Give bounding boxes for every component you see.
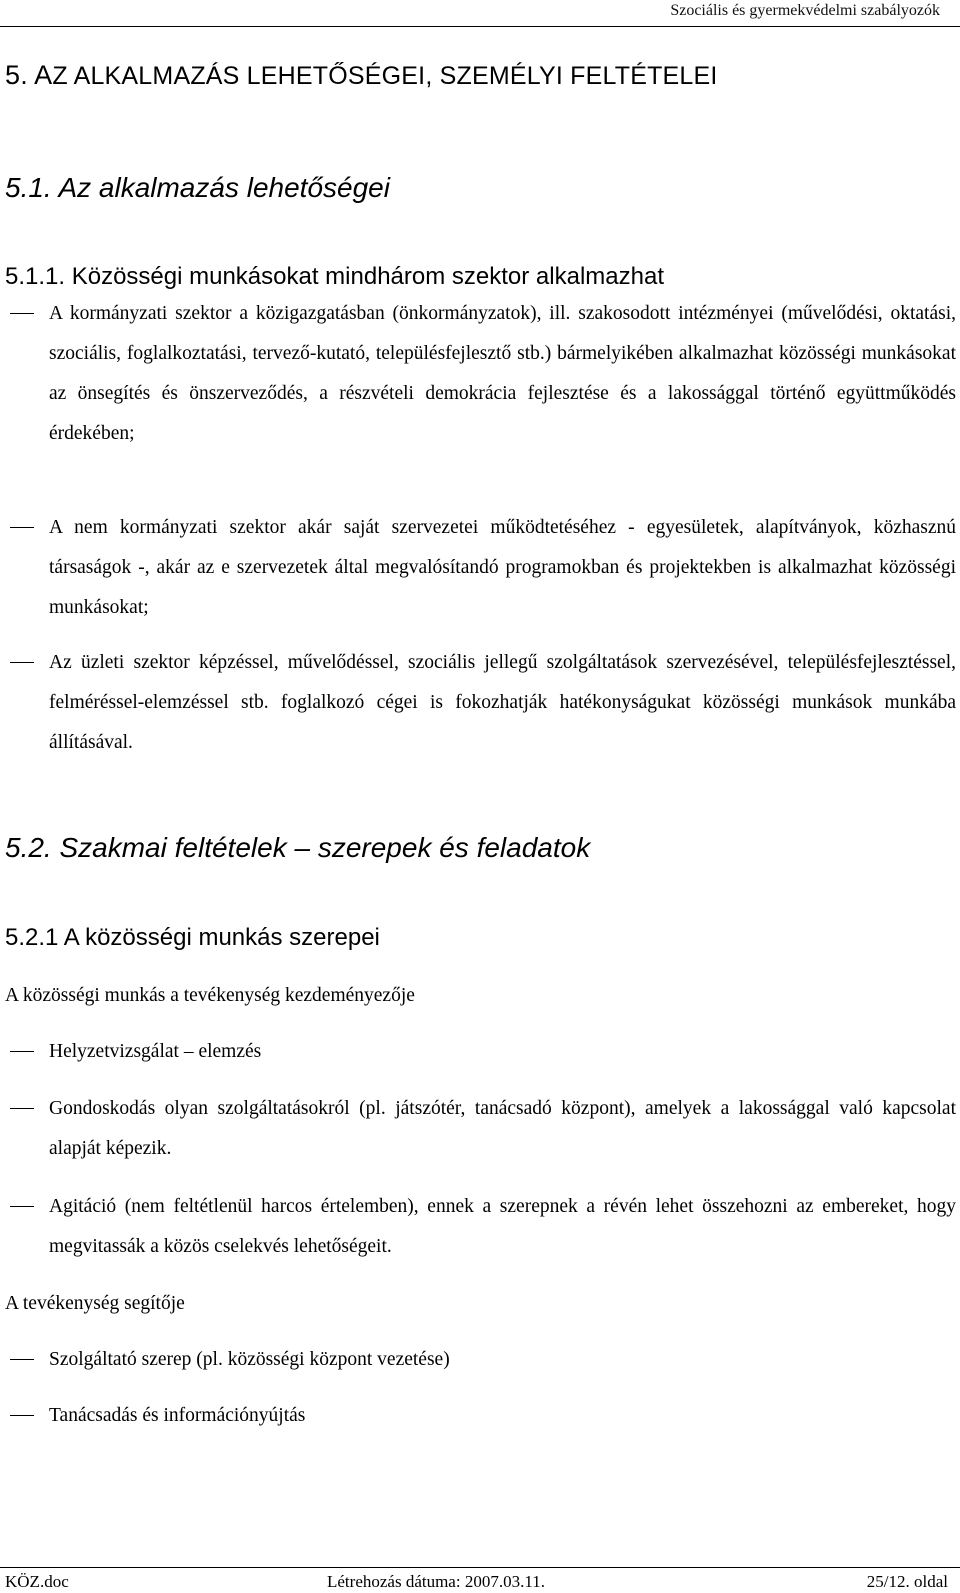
- list-item-text: Agitáció (nem feltétlenül harcos értelemben), ennek a szerepnek a révén lehet összehozni az embereket, hogy megvitassák a közös cselekvés lehetőségeit.: [49, 1196, 956, 1257]
- list-item: [0, 1089, 956, 1169]
- dash-bullet-icon: [10, 1206, 34, 1207]
- list-item-text: A kormányzati szektor a közigazgatásban (önkormányzatok), ill. szakosodott intézményei (művelődési, oktatási, szociális, foglalkoztatási, tervező-kutató, településfejlesztő stb.) bármelyikében alkalmazhat közösségi munkásokat az önsegítés és önszerveződés, a részvételi demokrácia fejlesztése és a lakossággal történő együttműködés érdekében;: [49, 303, 956, 444]
- list-item: [0, 508, 956, 628]
- list-item-text: Szolgáltató szerep (pl. közösségi központ vezetése): [49, 1349, 450, 1370]
- list-item-text: Az üzleti szektor képzéssel, művelődéssel, szociális jellegű szolgáltatások szervezésével, településfejlesztéssel, felméréssel-elemzéssel stb. foglalkozó cégei is fokozhatják hatékonyságukat közösségi munkások munkába állításával.: [49, 652, 956, 753]
- list-item-text: A nem kormányzati szektor akár saját szervezetei működtetéséhez - egyesületek, alapítványok, közhasznú társaságok -, akár az e szervezetek által megvalósítandó programokban és projektekben is alkalmazhat közösségi munkásokat;: [49, 517, 956, 618]
- section-5-heading-lead: 5. A: [5, 60, 53, 90]
- dash-bullet-icon: [10, 313, 34, 314]
- list-item: [0, 643, 956, 763]
- role-heading-initiator: A közösségi munkás a tevékenység kezdeményezője: [5, 985, 415, 1006]
- dash-bullet-icon: [10, 1415, 34, 1416]
- section-5-heading: [5, 60, 718, 91]
- section-5-2-1-heading: 5.2.1 A közösségi munkás szerepei: [5, 924, 380, 951]
- list-item: [0, 1396, 950, 1436]
- list-item: [0, 1340, 950, 1380]
- dash-bullet-icon: [10, 1108, 34, 1109]
- header-divider: [0, 26, 960, 27]
- footer-filename: KÖZ.doc: [5, 1572, 69, 1591]
- section-5-2-heading: 5.2. Szakmai feltételek – szerepek és feladatok: [5, 832, 591, 863]
- footer-divider: [0, 1567, 960, 1568]
- section-5-1-1-heading: 5.1.1. Közösségi munkásokat mindhárom szektor alkalmazhat: [5, 263, 664, 290]
- list-item: [0, 1032, 950, 1072]
- list-item: [0, 1187, 956, 1267]
- section-5-1-heading: 5.1. Az alkalmazás lehetőségei: [5, 172, 390, 203]
- list-item-text: Helyzetvizsgálat – elemzés: [49, 1041, 262, 1062]
- running-header: Szociális és gyermekvédelmi szabályozók: [670, 2, 940, 19]
- dash-bullet-icon: [10, 1051, 34, 1052]
- section-5-heading-rest: Z ALKALMAZÁS LEHETŐSÉGEI, SZEMÉLYI FELTÉTELEI: [52, 62, 718, 90]
- footer-created-date: Létrehozás dátuma: 2007.03.11.: [327, 1572, 545, 1591]
- list-item: [0, 294, 956, 454]
- list-item-text: Gondoskodás olyan szolgáltatásokról (pl. játszótér, tanácsadó központ), amelyek a lakossággal való kapcsolat alapját képezik.: [49, 1098, 956, 1159]
- role-heading-facilitator: A tevékenység segítője: [5, 1293, 185, 1314]
- list-item-text: Tanácsadás és információnyújtás: [49, 1405, 306, 1426]
- footer-page-number: 25/12. oldal: [866, 1572, 948, 1591]
- dash-bullet-icon: [10, 662, 34, 663]
- dash-bullet-icon: [10, 527, 34, 528]
- dash-bullet-icon: [10, 1359, 34, 1360]
